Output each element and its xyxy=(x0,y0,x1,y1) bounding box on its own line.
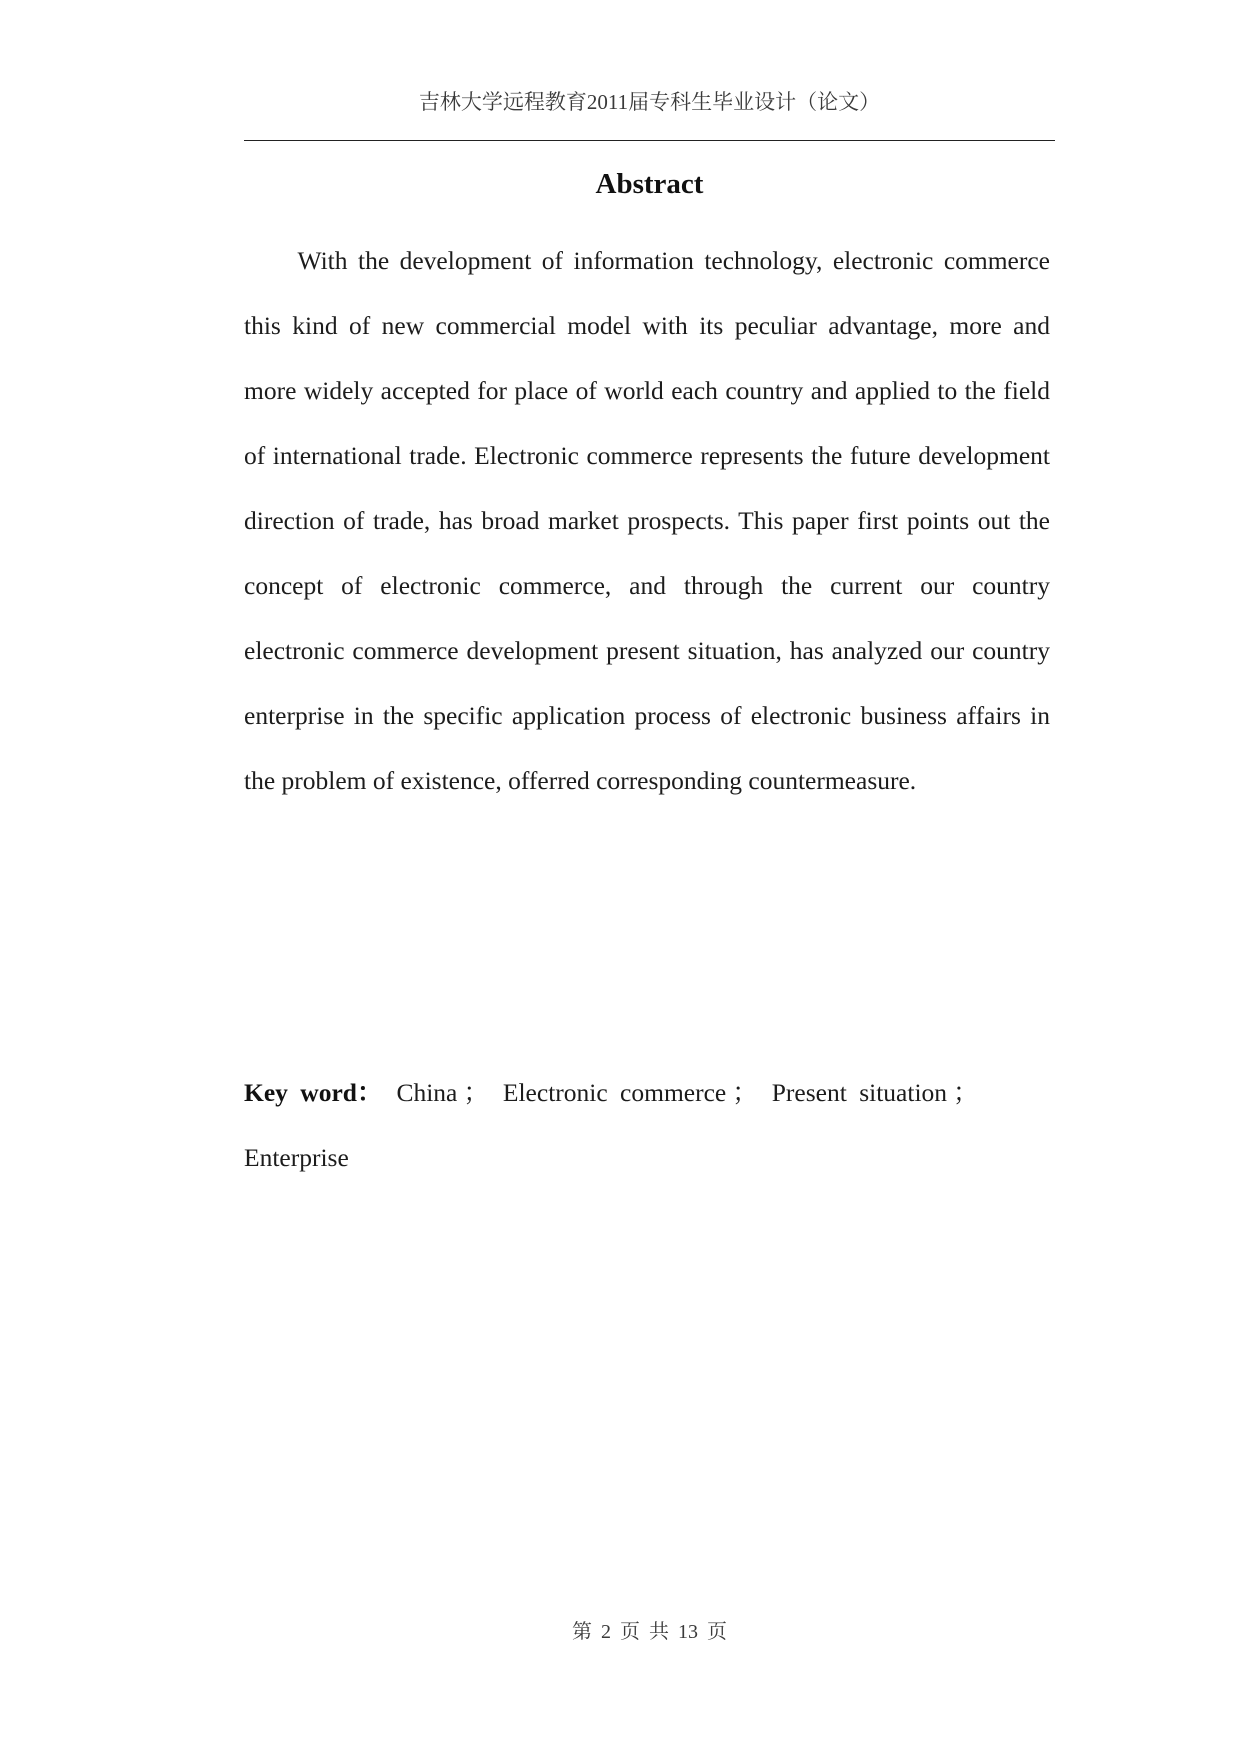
keyword-separator: ； xyxy=(463,1078,489,1107)
keyword-separator: ； xyxy=(953,1078,979,1107)
page-number-footer: 第 2 页 共 13 页 xyxy=(572,1621,727,1643)
keyword-item: Present situation xyxy=(771,1078,948,1107)
keyword-separator: ； xyxy=(732,1078,758,1107)
header-divider xyxy=(244,140,1055,141)
keywords-label: Key word： xyxy=(244,1078,383,1107)
running-header: 吉林大学远程教育2011届专科生毕业设计（论文） xyxy=(418,90,881,114)
keyword-item: Electronic commerce xyxy=(502,1078,727,1107)
keyword-item: China xyxy=(396,1078,458,1107)
abstract-paragraph: With the development of information technology, electronic commerce this kind of new commercial model with its peculiar advantage, more and more widely accepted for place of world each country and applied to the field of international trade. Electronic commerce represents the future development direction of trade, has broad market prospects. This paper first points out the concept of electronic commerce, and through the current our country electronic commerce development present situation, has analyzed our country enterprise in the specific application process of electronic business affairs in the problem of existence, offerred corresponding countermeasure. xyxy=(244,246,1050,795)
abstract-title: Abstract xyxy=(595,168,704,200)
keyword-item: Enterprise xyxy=(244,1143,349,1172)
keywords-line xyxy=(244,1060,1050,1190)
